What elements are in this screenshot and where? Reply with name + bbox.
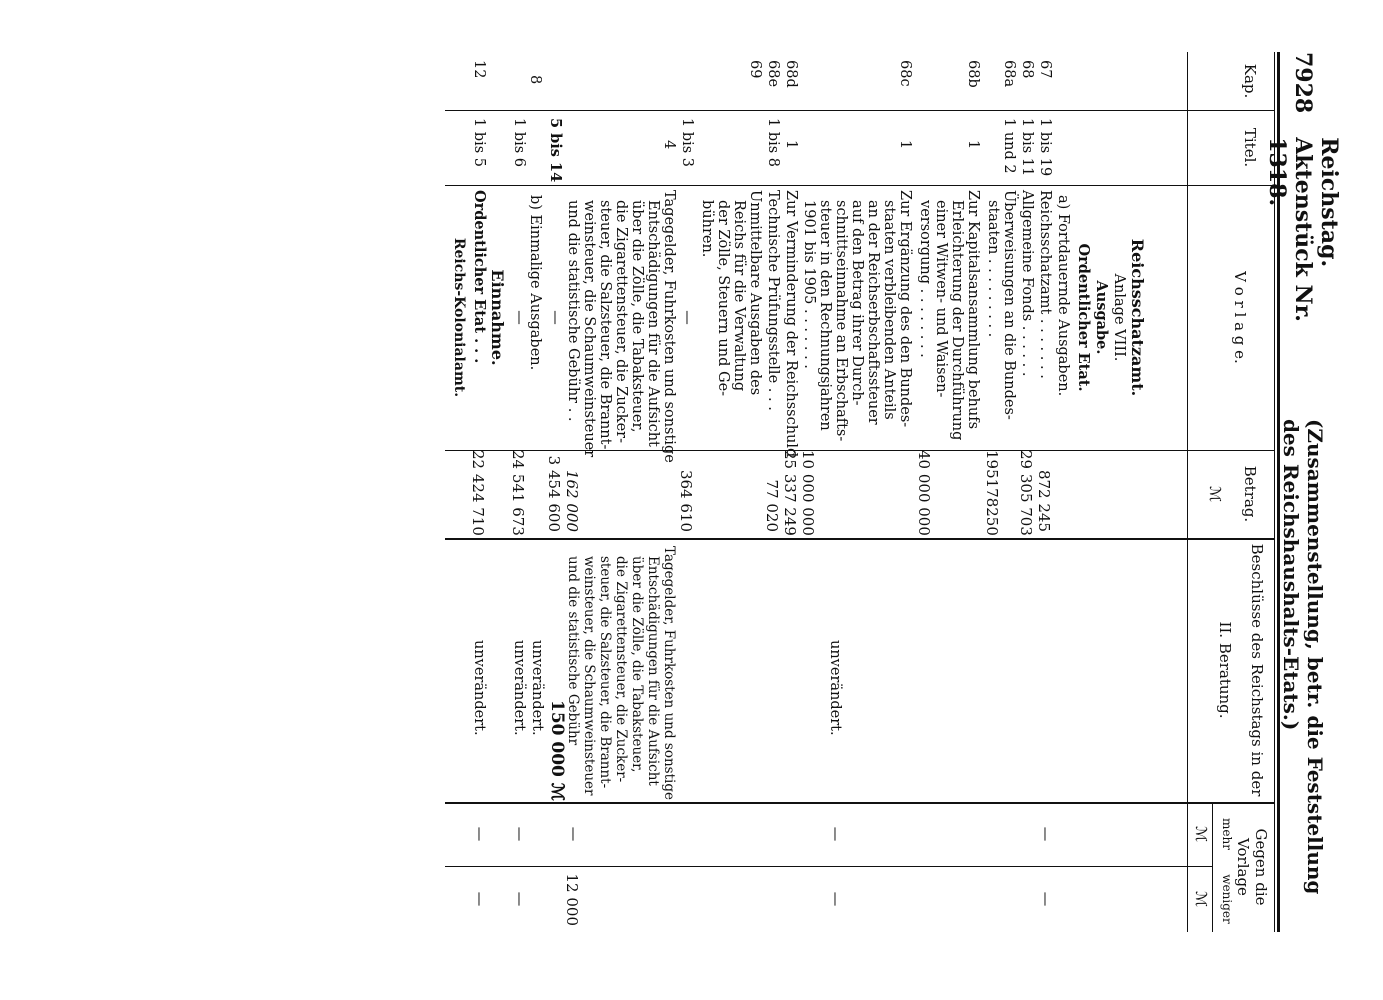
table-row-text: Zur Verminderung der Reichsschuld	[783, 190, 799, 458]
table-row-kap: 12	[471, 60, 487, 79]
col-vorlage: V o r l a g e.	[1231, 271, 1249, 364]
beschluss-text: Tagegelder, Fuhrkosten und sonstige	[661, 546, 677, 800]
table-row-text: Unmittelbare Ausgaben des	[747, 190, 763, 396]
table-row-kap: 67	[1037, 60, 1053, 79]
col-weniger-unit: ℳ	[1192, 890, 1210, 908]
table-row-text: steuer in den Rechnungsjahren	[817, 200, 833, 431]
table-row-text: versorgung . . . . . . . .	[917, 200, 933, 358]
table-row-text: Reichs für die Verwaltung	[731, 200, 747, 392]
section-reichsschatzamt: Reichsschatzamt.	[1128, 238, 1147, 397]
beschluss-text: steuer, die Salzsteuer, die Brannt-	[597, 556, 613, 789]
col-mehr: mehr	[1220, 818, 1234, 850]
table-row-dash: —	[511, 310, 527, 325]
table-row-betrag: 364 610	[677, 469, 695, 532]
section-einnahme: Einnahme.	[488, 269, 507, 366]
table-row-text: staaten verbleibenden Anteils	[881, 200, 897, 420]
table-row-titel: 5 bis 14	[547, 118, 564, 183]
table-row-titel: 1	[783, 140, 799, 150]
section-kolonialamt: Reichs-Kolonialamt.	[451, 237, 467, 398]
table-row-dash: —	[679, 310, 695, 325]
table-row-text: Tagegelder, Fuhrkosten und sonstige	[661, 190, 677, 463]
col-gegen-vorlage: Vorlage	[1234, 838, 1252, 896]
table-row-titel: 1 bis 8	[765, 118, 781, 168]
table-row-titel: 1 bis 19	[1037, 118, 1053, 177]
beschluss-unveraendert: unverändert.	[511, 640, 527, 736]
col-gegen: Gegen die	[1252, 828, 1270, 906]
table-row-text: Ordentlicher Etat . . .	[471, 190, 488, 364]
table-row-titel: 1 bis 3	[679, 118, 695, 168]
table-row-titel: 4	[661, 140, 677, 150]
mehr-dash: —	[565, 826, 581, 842]
table-row-betrag: 25 337 249	[781, 450, 799, 536]
beschluss-text: und die statistische Gebühr	[565, 556, 581, 746]
table-row-kap: 68b	[965, 60, 981, 88]
table-row-text: Überweisungen an die Bundes-	[1001, 190, 1017, 420]
table-row-text: Erleichterung der Durchführung	[949, 200, 965, 441]
table-row-text: Entschädigungen für die Aufsicht	[645, 200, 661, 447]
col-betrag-unit: ℳ	[1206, 485, 1224, 503]
col-beratung: II. Beratung.	[1216, 621, 1234, 719]
table-row-kap: 8	[527, 75, 543, 85]
col-titel: Titel.	[1241, 127, 1259, 168]
beschluss-text: die Zigarettensteuer, die Zucker-	[613, 556, 629, 783]
table-row-text: schnittseinnahme an Erbschafts-	[833, 200, 849, 442]
weniger-dash: —	[471, 891, 487, 907]
table-row-text: Zur Kapitalsansammlung behufs	[965, 190, 981, 430]
table-row-betrag: 10 000 000	[799, 450, 817, 536]
table-row-text: Allgemeine Fonds . . . . . .	[1019, 190, 1035, 377]
table-row-kap: 68e	[765, 60, 781, 88]
col-betrag: Betrag.	[1241, 465, 1259, 523]
table-row-titel: 1 und 2	[1001, 118, 1017, 174]
table-row-titel: 1	[897, 140, 913, 150]
table-row-kap: 68	[1019, 60, 1035, 79]
table-row-titel: 1 bis 6	[511, 118, 527, 168]
table-row-titel: 1	[965, 140, 981, 150]
col-mehr-unit: ℳ	[1192, 825, 1210, 843]
table-row-text: die Zigarettensteuer, die Zucker-	[613, 200, 629, 444]
table-row-text: auf den Betrag ihrer Durch-	[849, 200, 865, 406]
table-row-text: Zur Ergänzung des den Bundes-	[897, 190, 913, 428]
table-row-text: der Zölle, Steuern und Ge-	[715, 200, 731, 397]
table-row-text: einer Witwen- und Waisen-	[933, 200, 949, 398]
table-row-text: b) Einmalige Ausgaben.	[527, 195, 543, 371]
table-row-text: weinsteuer, die Schaumweinsteuer	[581, 200, 597, 458]
table-row-betrag: 162 000	[563, 469, 581, 532]
table-row-text: über die Zölle, die Tabaksteuer,	[629, 200, 645, 433]
table-row-text: an der Reichserbschaftssteuer	[865, 200, 881, 425]
section-anlage: Anlage VIII.	[1111, 273, 1127, 362]
weniger-dash: —	[511, 891, 527, 907]
beschluss-unveraendert: unverändert.	[529, 640, 545, 736]
table-row-text: 1901 bis 1905 . . . . . . .	[801, 200, 817, 369]
table-row-text: Technische Prüfungsstelle . . .	[765, 190, 781, 411]
table-row-betrag: 24 541 673	[509, 450, 527, 536]
table-row-text: und die statistische Gebühr . .	[565, 200, 581, 422]
table-row-kap: 69	[747, 60, 763, 79]
table-row-betrag: 3 454 600	[545, 455, 563, 532]
weniger-dash: —	[827, 891, 843, 907]
col-beschluesse: Beschlüsse des Reichstags in der	[1248, 543, 1266, 797]
section-ordentlicher-etat: Ordentlicher Etat.	[1075, 243, 1092, 392]
col-kap: Kap.	[1241, 63, 1259, 99]
beschluss-text: Entschädigungen für die Aufsicht	[645, 556, 661, 786]
mehr-dash: —	[511, 826, 527, 842]
table-row-betrag: 22 424 710	[469, 450, 487, 536]
beschluss-text: über die Zölle, die Tabaksteuer,	[629, 556, 645, 773]
table-row-text: Reichsschatzamt . . . . . . .	[1037, 190, 1053, 379]
table-row-betrag: 872 245	[1035, 469, 1053, 532]
beschluss-text: weinsteuer, die Schaumweinsteuer	[581, 556, 597, 796]
mehr-dash: —	[471, 826, 487, 842]
section-fortdauernd: a) Fortdauernde Ausgaben.	[1055, 195, 1071, 397]
mehr-dash: —	[1037, 826, 1053, 842]
table-row-betrag: 195178250	[983, 450, 1001, 536]
table-row-kap: 68d	[783, 60, 799, 88]
page-subtitle: (Zusammenstellung, betr. die Feststellung des Reichshaushalts-Etats.)	[1279, 418, 1327, 895]
page-header	[1264, 52, 1342, 932]
table-row-titel: 1 bis 5	[471, 118, 487, 168]
table-row-betrag: 77 020	[763, 479, 781, 532]
table-row-kap: 68a	[1001, 60, 1017, 88]
weniger-dash: —	[1037, 891, 1053, 907]
page-number: 7928	[1290, 52, 1316, 114]
table-row-betrag: 40 000 000	[915, 450, 933, 536]
mehr-dash: —	[827, 826, 843, 842]
beschluss-betrag: 150 000 ℳ	[547, 700, 567, 801]
weniger-value: 12 000	[563, 873, 581, 926]
beschluss-unveraendert: unverändert.	[471, 640, 487, 736]
table-row-titel: 1 bis 11	[1019, 118, 1035, 177]
col-weniger: weniger	[1220, 874, 1234, 924]
table-row-kap: 68c	[897, 60, 913, 87]
beschluss-unveraendert: unverändert.	[827, 640, 843, 736]
page-title: Reichstag. Aktenstück Nr. 1318.	[1264, 137, 1342, 322]
table-row-betrag: 29 305 703	[1017, 450, 1035, 536]
section-ausgabe: Ausgabe.	[1093, 280, 1110, 355]
table-row-dash: —	[547, 310, 563, 325]
table-row-text: bühren.	[699, 200, 715, 258]
table-row-text: staaten . . . . . . . . .	[985, 200, 1001, 338]
table-row-text: steuer, die Salzsteuer, die Brannt-	[597, 200, 613, 450]
